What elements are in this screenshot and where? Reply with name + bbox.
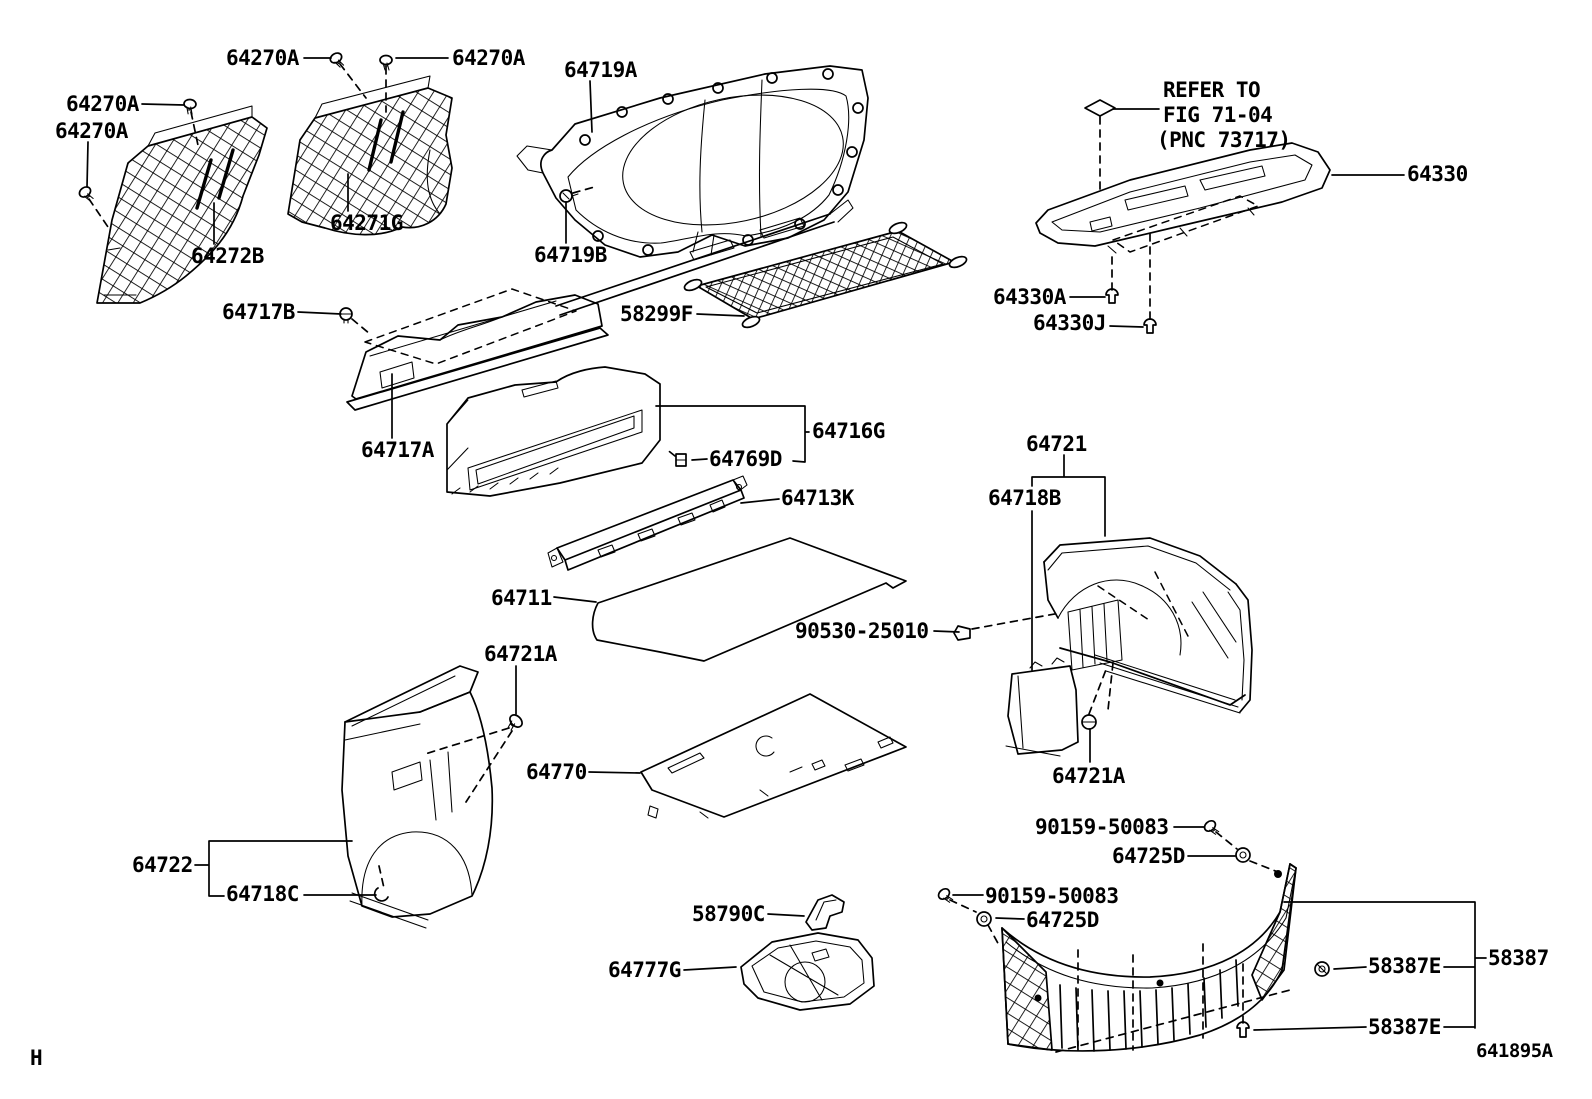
screw-icon <box>78 185 96 204</box>
part-label-58387: 58387 <box>1488 946 1549 970</box>
reinforcement-64713k-drawing <box>548 476 747 570</box>
part-label-90530-25010: 90530-25010 <box>795 619 929 643</box>
package-tray-64330-drawing <box>1036 143 1330 253</box>
part-label-58790c: 58790C <box>692 902 765 926</box>
part-label-64769d: 64769D <box>709 447 782 471</box>
clip-icon <box>954 626 970 640</box>
part-label-64721a-1: 64721A <box>484 642 557 666</box>
part-label-58299f: 58299F <box>620 302 693 326</box>
part-label-64718c: 64718C <box>226 882 299 906</box>
part-label-58387e-1: 58387E <box>1368 954 1441 978</box>
part-label-64330a: 64330A <box>993 285 1066 309</box>
side-trim-64721-drawing <box>1006 538 1252 756</box>
part-label-64330: 64330 <box>1407 162 1468 186</box>
part-label-64770: 64770 <box>526 760 587 784</box>
screw-icon <box>183 99 196 114</box>
clip-icon <box>375 888 388 901</box>
part-label-64711: 64711 <box>491 586 552 610</box>
part-label-64725d-2: 64725D <box>1026 908 1099 932</box>
part-label-64719b: 64719B <box>534 243 607 267</box>
part-label-64270a-2: 64270A <box>452 46 525 70</box>
part-label-64719a: 64719A <box>564 58 637 82</box>
note-line-2: FIG 71-04 <box>1163 103 1273 127</box>
part-label-58387e-2: 58387E <box>1368 1015 1441 1039</box>
part-label-64270a-3: 64270A <box>66 92 139 116</box>
screw-icon <box>937 887 956 906</box>
screw-icon <box>504 713 525 734</box>
part-label-64716g: 64716G <box>812 419 885 443</box>
part-label-64717a: 64717A <box>361 438 434 462</box>
grommet-icon <box>1315 962 1329 976</box>
screw-icon <box>329 51 347 70</box>
part-label-64713k: 64713K <box>781 486 854 510</box>
clip-icon <box>676 454 686 466</box>
part-label-64272b: 64272B <box>191 244 264 268</box>
tool-tray-64777g-drawing <box>741 933 874 1010</box>
part-label-64725d-1: 64725D <box>1112 844 1185 868</box>
page-letter-label: H <box>30 1046 43 1070</box>
part-label-64777g: 64777G <box>608 958 681 982</box>
clamp-58790c-drawing <box>806 895 844 930</box>
side-panel-64716g-drawing <box>447 367 660 496</box>
note-line-1: REFER TO <box>1163 78 1261 102</box>
clip-icon <box>1106 289 1118 303</box>
floor-board-64770-drawing <box>641 694 906 818</box>
clip-icon <box>340 308 352 323</box>
clip-icon <box>1085 100 1115 122</box>
part-label-64721a-2: 64721A <box>1052 764 1125 788</box>
part-label-90159-50083-1: 90159-50083 <box>1035 815 1169 839</box>
part-label-64270a-1: 64270A <box>226 46 299 70</box>
clip-icon <box>1237 1022 1249 1037</box>
grommet-icon <box>1236 848 1250 862</box>
note-line-3: (PNC 73717) <box>1157 128 1291 152</box>
part-label-64722: 64722 <box>132 853 193 877</box>
part-label-64271g: 64271G <box>330 211 403 235</box>
part-label-64721: 64721 <box>1026 432 1087 456</box>
part-label-64717b: 64717B <box>222 300 295 324</box>
part-label-64270a-4: 64270A <box>55 119 128 143</box>
luggage-net-58299f-drawing <box>683 220 968 329</box>
part-label-90159-50083-2: 90159-50083 <box>985 884 1119 908</box>
grommet-icon <box>977 912 991 926</box>
clip-icon <box>1082 715 1096 729</box>
clip-icon <box>1144 319 1156 333</box>
part-label-64330j: 64330J <box>1033 311 1106 335</box>
part-label-64718b: 64718B <box>988 486 1061 510</box>
figure-number-label: 641895A <box>1476 1040 1553 1062</box>
